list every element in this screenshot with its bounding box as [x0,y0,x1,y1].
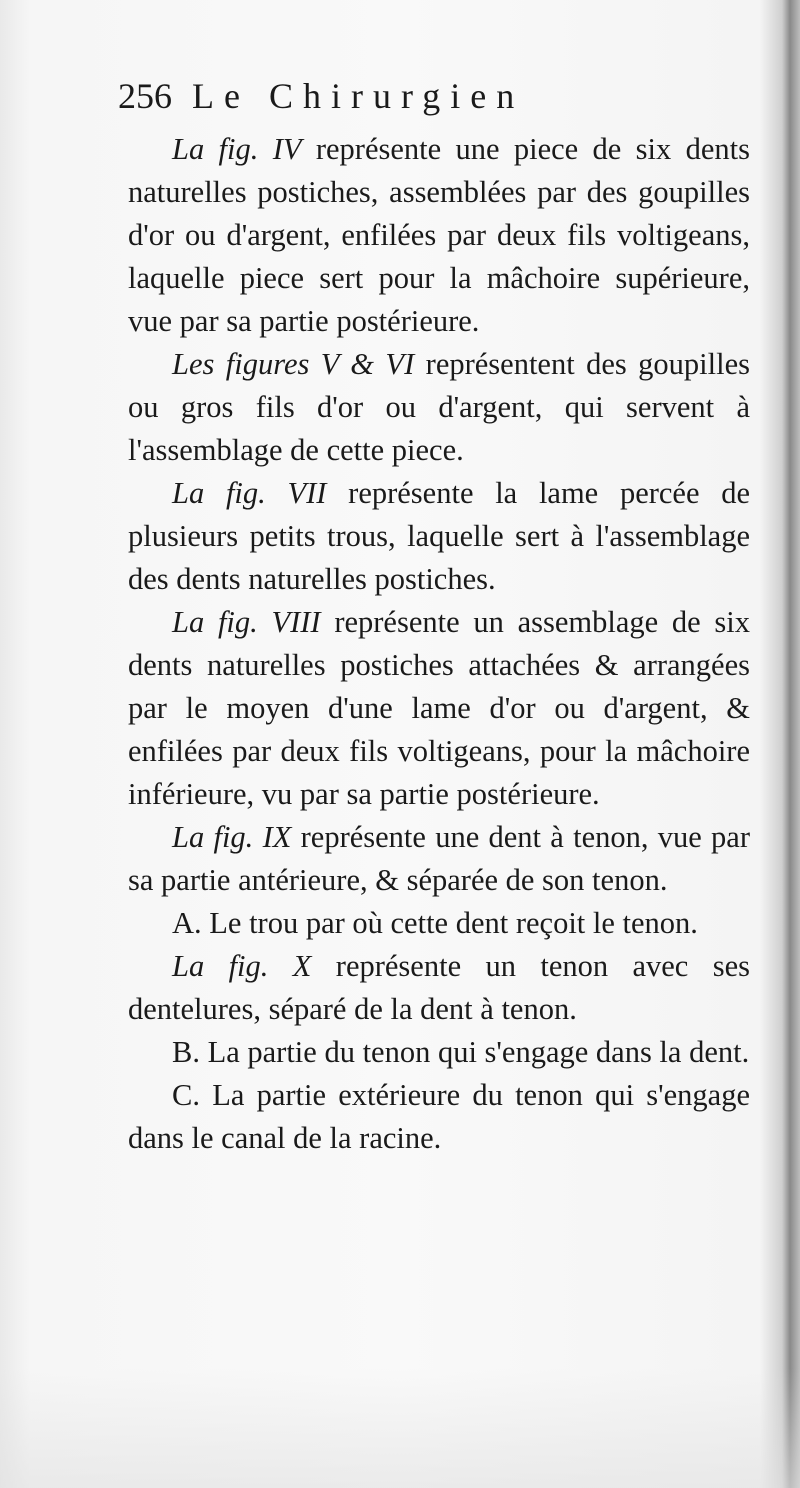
paragraph-text: représentent des goupilles ou gros fils d'or ou d'argent, qui servent à l'assemblage de cette piece. [128,347,751,467]
paragraph-text: B. La partie du tenon qui s'engage dans la dent. [172,1035,750,1069]
paragraph-text: représente la lame percée de plusieurs petits trous, laquelle sert à l'assemblage des dents naturelles postiches. [128,476,751,596]
figure-reference: Les figures V & VI [172,347,415,381]
running-title: Le Chirurgien [192,76,525,116]
paragraph-legend-c [128,1074,750,1160]
figure-reference: La fig. IV [172,132,302,166]
paragraph-legend-a [128,902,750,945]
figure-reference: La fig. VII [172,476,327,510]
figure-reference: La fig. X [172,949,312,983]
paragraph-fig-viii [128,601,750,816]
paragraph-fig-iv [128,128,750,343]
running-header [118,72,758,120]
paragraph-legend-b [128,1031,750,1074]
paragraph-text: A. Le trou par où cette dent reçoit le tenon. [172,906,698,940]
figure-reference: La fig. IX [172,820,292,854]
paragraph-text: représente une piece de six dents naturelles postiches, assemblées par des goupilles d'or ou d'argent, enfilées par deux fils voltigeans, laquelle piece sert pour la mâchoire supérieure, vue par sa partie postérieure. [128,132,750,338]
paragraph-fig-vii [128,472,750,601]
page-number: 256 [118,76,172,116]
body-text [128,128,750,1160]
paragraph-fig-v-vi [128,343,750,472]
paragraph-text: représente un tenon avec ses dentelures, séparé de la dent à tenon. [128,949,750,1026]
paragraph-fig-x [128,945,750,1031]
paragraph-text: C. La partie extérieure du tenon qui s'engage dans le canal de la racine. [128,1078,750,1155]
figure-reference: La fig. VIII [172,605,321,639]
paragraph-fig-ix [128,816,750,902]
paragraph-text: représente une dent à tenon, vue par sa partie antérieure, & séparée de son tenon. [128,820,751,897]
paragraph-text: représente un assemblage de six dents naturelles postiches attachées & arrangées par le moyen d'une lame d'or ou d'argent, & enfilées par deux fils voltigeans, pour la mâchoire inférieure, vu par sa partie postérieure. [128,605,751,811]
